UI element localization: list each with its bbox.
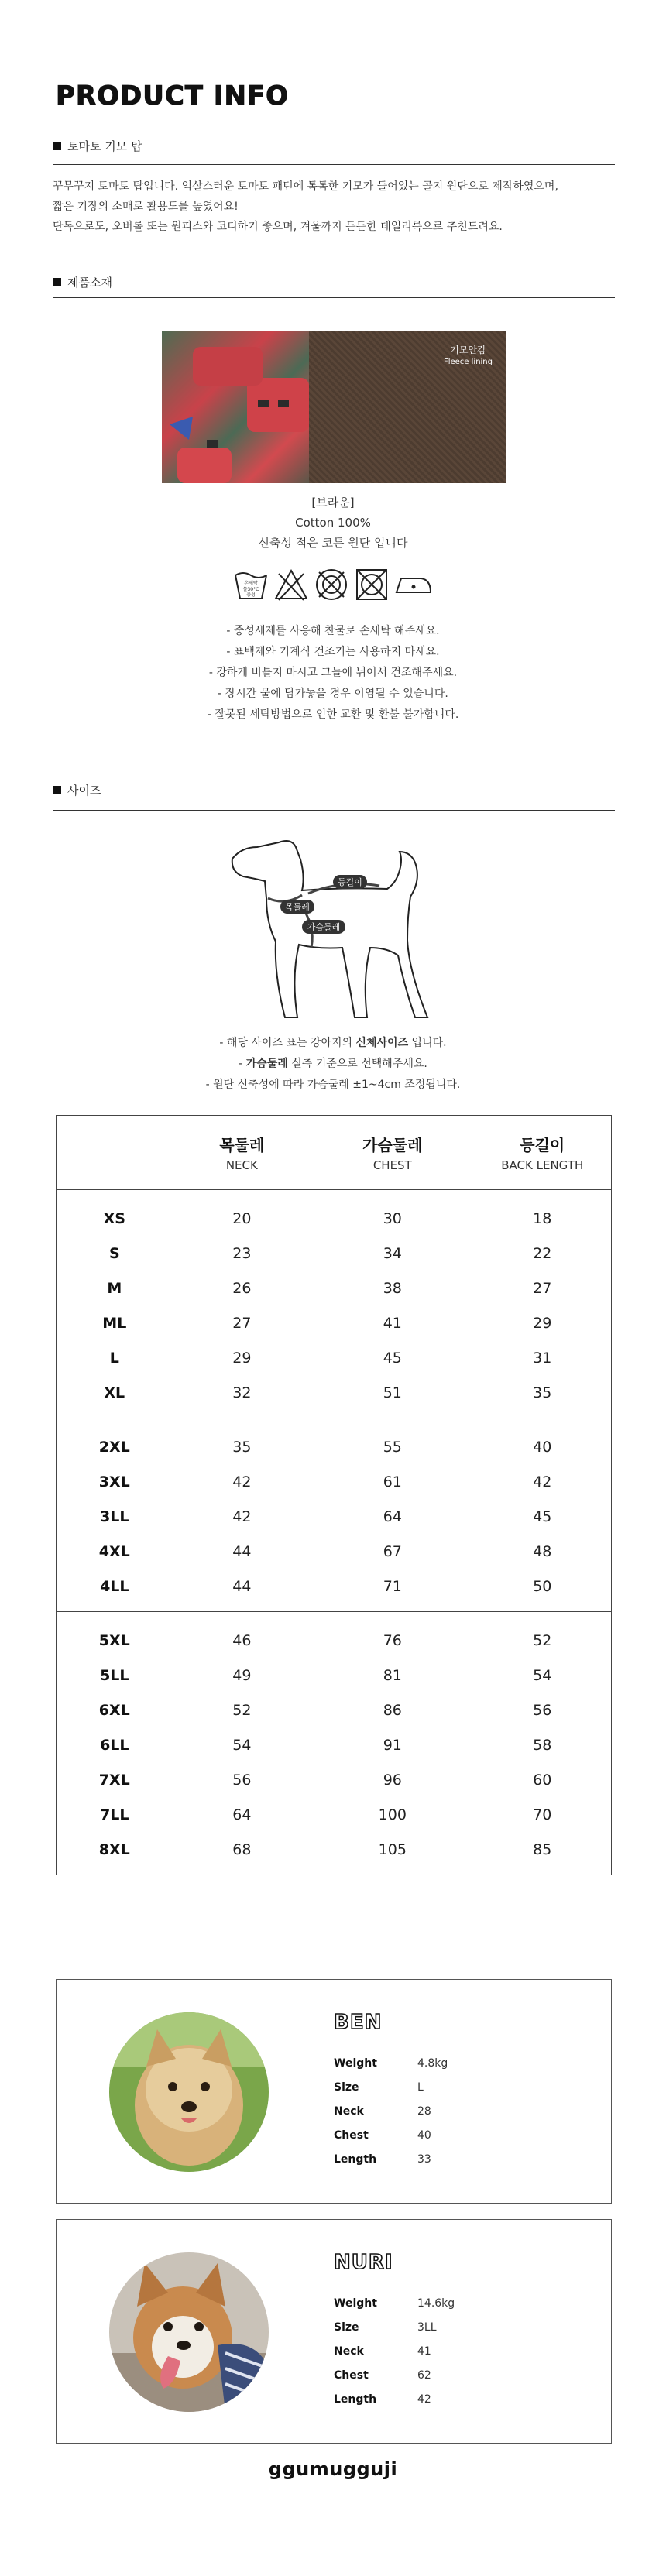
table-row: [57, 1305, 611, 1340]
neck-cell: 42: [232, 1508, 252, 1525]
size-cell: M: [107, 1279, 122, 1297]
chest-cell: 34: [383, 1244, 402, 1262]
neck-cell: 26: [232, 1279, 252, 1297]
header-neck: 목둘레 NECK: [219, 1136, 265, 1172]
back-length-cell: 54: [533, 1666, 552, 1684]
size-cell: L: [109, 1349, 119, 1367]
fabric-swatch-image: [162, 331, 506, 483]
neck-cell: 44: [232, 1577, 252, 1595]
dog-photo-nuri: [109, 2252, 269, 2412]
spec-weight: Weight 4.8kg: [334, 2056, 448, 2070]
size-cell: 4XL: [98, 1542, 130, 1560]
care-icons: [232, 562, 434, 607]
no-bleach-icon: [273, 566, 310, 603]
neck-cell: 42: [232, 1473, 252, 1490]
neck-cell: 52: [232, 1701, 252, 1719]
table-row: [57, 1797, 611, 1832]
back-length-cell: 35: [533, 1384, 552, 1401]
hand-wash-icon: [232, 566, 269, 603]
table-row: [57, 1832, 611, 1867]
fabric-pattern-side: [162, 331, 324, 483]
back-length-cell: 31: [533, 1349, 552, 1367]
size-cell: 5LL: [100, 1666, 129, 1684]
composition: Cotton 100%: [295, 516, 371, 530]
chest-cell: 30: [383, 1209, 402, 1227]
fleece-tag-en: Fleece lining: [443, 358, 493, 366]
neck-cell: 44: [232, 1542, 252, 1560]
neck-cell: 46: [232, 1631, 252, 1649]
size-cell: S: [108, 1244, 120, 1262]
model-card-ben: [56, 1979, 612, 2204]
brand-logo: ggumugguji: [268, 2458, 398, 2480]
square-bullet-icon: [53, 278, 61, 286]
chest-cell: 38: [383, 1279, 402, 1297]
header-back-length: 등길이 BACK LENGTH: [501, 1136, 584, 1172]
size-section-header: [53, 782, 101, 798]
table-row: [57, 1201, 611, 1236]
table-row: [57, 1271, 611, 1305]
header-chest: 가슴둘레 CHEST: [362, 1136, 423, 1172]
back-length-cell: 58: [533, 1736, 552, 1754]
table-row: [57, 1762, 611, 1797]
size-cell: 5XL: [98, 1631, 130, 1649]
table-row: [57, 1429, 611, 1464]
product-section-label: 토마토 기모 탑: [67, 139, 142, 153]
size-cell: XL: [104, 1384, 125, 1401]
neck-cell: 49: [232, 1666, 252, 1684]
size-cell: 2XL: [98, 1438, 130, 1456]
neck-cell: 27: [232, 1314, 252, 1332]
size-cell: 8XL: [98, 1840, 130, 1858]
chest-cell: 67: [383, 1542, 402, 1560]
size-cell: 6LL: [100, 1736, 129, 1754]
back-length-label: 등길이: [338, 877, 362, 887]
svg-text:중성: 중성: [246, 592, 256, 598]
neck-cell: 56: [232, 1771, 252, 1789]
back-length-cell: 60: [533, 1771, 552, 1789]
size-cell: 3XL: [98, 1473, 130, 1490]
back-length-cell: 50: [533, 1577, 552, 1595]
chest-cell: 45: [383, 1349, 402, 1367]
dog-measurement-diagram: [225, 832, 441, 1025]
chest-label: 가슴둘레: [307, 922, 341, 932]
nuri-photo: [109, 2252, 269, 2412]
material-info: [0, 492, 666, 553]
back-length-cell: 48: [533, 1542, 552, 1560]
model-specs: [334, 2291, 455, 2411]
color-label: [브라운]: [311, 496, 355, 509]
back-length-cell: 70: [533, 1806, 552, 1823]
ben-photo: [109, 2012, 269, 2172]
chest-cell: 76: [383, 1631, 402, 1649]
table-row: [57, 1464, 611, 1499]
stretch-note: 신축성 적은 코튼 원단 입니다: [258, 536, 408, 550]
care-note: - 중성세제를 사용해 찬물로 손세탁 해주세요.: [226, 625, 440, 637]
size-cell: XS: [103, 1209, 125, 1227]
neck-cell: 64: [232, 1806, 252, 1823]
svg-text:물30°C: 물30°C: [242, 587, 259, 592]
dog-photo-ben: [109, 2012, 269, 2172]
material-section-header: [53, 274, 112, 290]
neck-cell: 32: [232, 1384, 252, 1401]
size-notes: [0, 1033, 666, 1096]
size-group: [57, 1612, 611, 1875]
spec-length: Length 42: [334, 2392, 431, 2406]
description-line: 단독으로도, 오버롤 또는 원피스와 코디하기 좋으며, 겨울까지 든든한 데일리룩으로 추천드려요.: [53, 221, 503, 233]
size-table-header: [57, 1116, 611, 1190]
divider: [53, 164, 615, 165]
back-length-cell: 85: [533, 1840, 552, 1858]
size-group: [57, 1418, 611, 1612]
neck-cell: 29: [232, 1349, 252, 1367]
spec-neck: Neck 41: [334, 2344, 431, 2358]
low-iron-icon: [393, 566, 434, 603]
fleece-tag-ko: 기모안감: [450, 345, 486, 355]
spec-size: Size L: [334, 2080, 424, 2094]
chest-cell: 86: [383, 1701, 402, 1719]
model-specs: [334, 2051, 448, 2171]
chest-cell: 55: [383, 1438, 402, 1456]
back-length-cell: 22: [533, 1244, 552, 1262]
square-bullet-icon: [53, 142, 61, 150]
neck-cell: 54: [232, 1736, 252, 1754]
chest-cell: 61: [383, 1473, 402, 1490]
model-card-nuri: [56, 2219, 612, 2444]
care-note: - 표백제와 기계식 건조기는 사용하지 마세요.: [226, 646, 440, 658]
no-dryclean-icon: [353, 566, 390, 603]
table-row: [57, 1623, 611, 1658]
care-note: - 강하게 비틀지 마시고 그늘에 뉘어서 건조해주세요.: [208, 667, 458, 679]
svg-text:손세탁: 손세탁: [244, 581, 258, 586]
table-row: [57, 1569, 611, 1604]
divider: [53, 297, 615, 298]
size-cell: 4LL: [100, 1577, 129, 1595]
page-title: PRODUCT INFO: [56, 81, 290, 111]
size-cell: 3LL: [100, 1508, 129, 1525]
chest-cell: 64: [383, 1508, 402, 1525]
back-length-cell: 45: [533, 1508, 552, 1525]
size-group: [57, 1190, 611, 1418]
chest-cell: 71: [383, 1577, 402, 1595]
back-length-cell: 56: [533, 1701, 552, 1719]
back-length-cell: 40: [533, 1438, 552, 1456]
spec-length: Length 33: [334, 2152, 431, 2166]
chest-cell: 81: [383, 1666, 402, 1684]
back-length-cell: 52: [533, 1631, 552, 1649]
spec-chest: Chest 62: [334, 2368, 431, 2382]
size-cell: ML: [102, 1314, 127, 1332]
description-line: 짧은 기장의 소매로 활용도를 높였어요!: [53, 201, 239, 213]
table-row: [57, 1534, 611, 1569]
size-table: [56, 1115, 612, 1875]
neck-cell: 23: [232, 1244, 252, 1262]
size-note-1: - 해당 사이즈 표는 강아지의 신체사이즈 입니다.: [219, 1037, 447, 1049]
table-row: [57, 1375, 611, 1410]
divider: [53, 810, 615, 811]
chest-cell: 100: [378, 1806, 407, 1823]
no-tumble-dry-icon: [313, 566, 350, 603]
chest-cell: 96: [383, 1771, 402, 1789]
product-section-header: [53, 138, 142, 154]
chest-cell: 41: [383, 1314, 402, 1332]
material-section-label: 제품소재: [67, 276, 112, 290]
spec-weight: Weight 14.6kg: [334, 2296, 455, 2310]
table-row: [57, 1727, 611, 1762]
square-bullet-icon: [53, 786, 61, 794]
back-length-cell: 18: [533, 1209, 552, 1227]
product-description: [53, 177, 626, 237]
spec-chest: Chest 40: [334, 2128, 431, 2142]
size-table-body: [57, 1190, 611, 1875]
description-line: 꾸무꾸지 토마토 탑입니다. 익살스러운 토마토 패턴에 톡톡한 기모가 들어있는 골지 원단으로 제작하였으며,: [53, 180, 558, 193]
neck-label: 목둘레: [285, 902, 310, 912]
size-cell: 7LL: [100, 1806, 129, 1823]
size-note-3: - 원단 신축성에 따라 가슴둘레 ±1~4cm 조정됩니다.: [205, 1079, 461, 1091]
size-section-label: 사이즈: [67, 784, 101, 797]
size-cell: 6XL: [98, 1701, 130, 1719]
back-length-cell: 27: [533, 1279, 552, 1297]
spec-size: Size 3LL: [334, 2320, 437, 2334]
neck-cell: 68: [232, 1840, 252, 1858]
care-note: - 잘못된 세탁방법으로 인한 교환 및 환불 불가합니다.: [207, 708, 459, 721]
chest-cell: 105: [378, 1840, 407, 1858]
neck-cell: 20: [232, 1209, 252, 1227]
size-cell: 7XL: [98, 1771, 130, 1789]
table-row: [57, 1340, 611, 1375]
tomato-pattern: [162, 331, 324, 483]
chest-cell: 91: [383, 1736, 402, 1754]
care-notes: [0, 621, 666, 725]
model-name: NURI: [334, 2251, 393, 2274]
spec-neck: Neck 28: [334, 2104, 431, 2118]
table-row: [57, 1499, 611, 1534]
back-length-cell: 42: [533, 1473, 552, 1490]
care-note: - 장시간 물에 담가놓을 경우 이염될 수 있습니다.: [218, 688, 448, 700]
table-row: [57, 1236, 611, 1271]
size-note-2: - 가슴둘레 실측 기준으로 선택해주세요.: [239, 1058, 427, 1070]
fleece-tag: [444, 344, 493, 369]
neck-cell: 35: [232, 1438, 252, 1456]
back-length-cell: 29: [533, 1314, 552, 1332]
chest-cell: 51: [383, 1384, 402, 1401]
table-row: [57, 1693, 611, 1727]
model-name: BEN: [334, 2011, 383, 2034]
table-row: [57, 1658, 611, 1693]
